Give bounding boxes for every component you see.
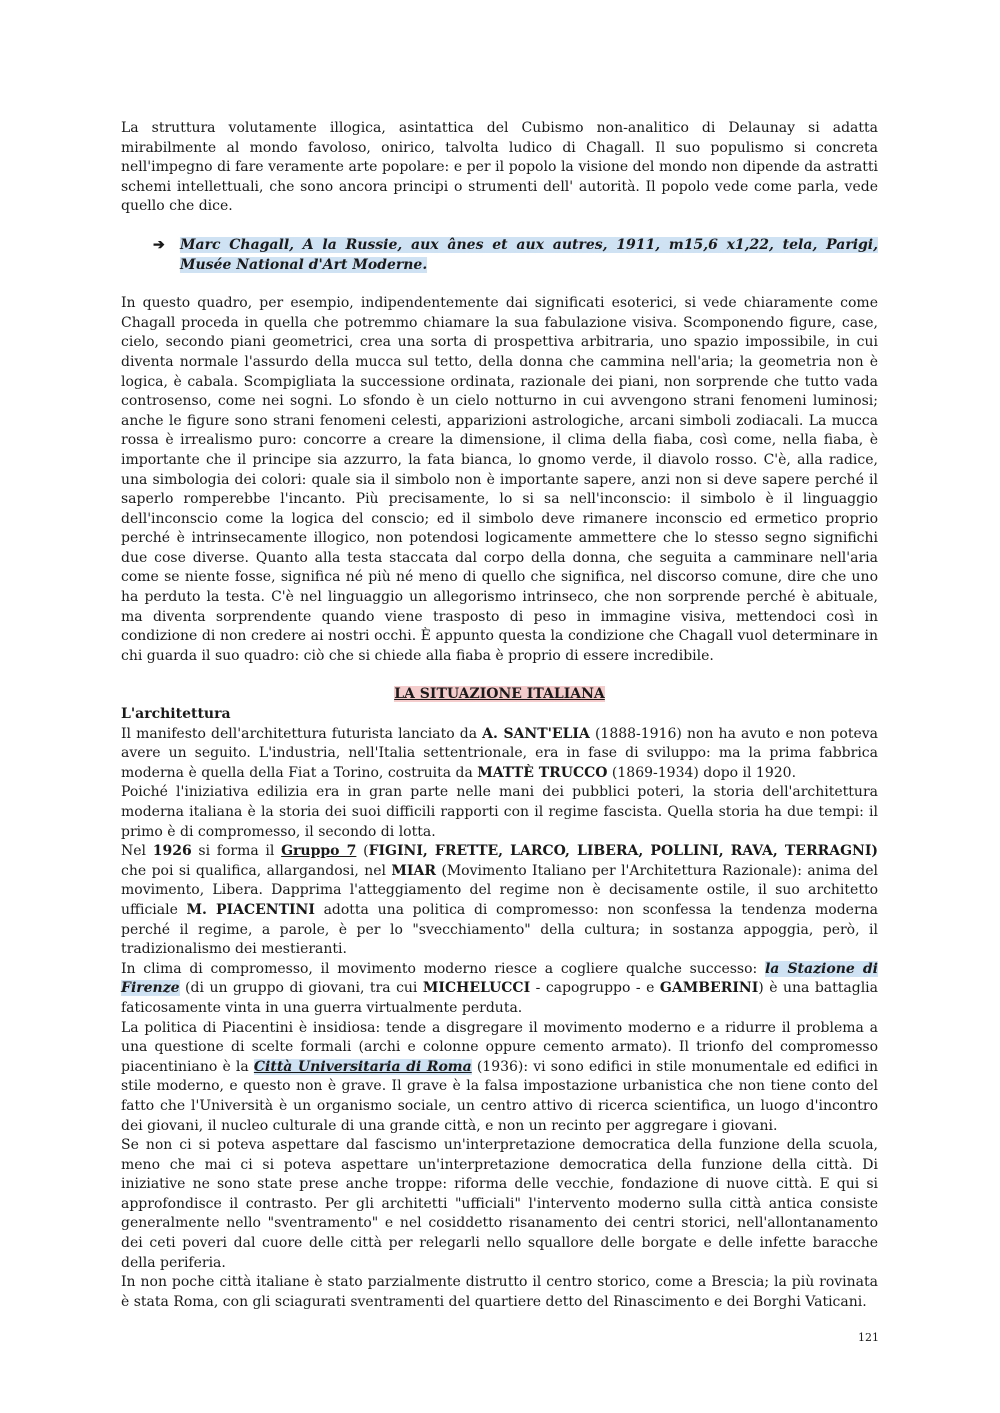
name-michelucci: MICHELUCCI <box>422 980 531 997</box>
paragraph-santelia: Il manifesto dell'architettura futurista lanciato da A. SANT'ELIA (1888-1916) non ha avuto e non poteva avere un seguito. L'industria, nell'Italia settentrionale, era in fase di sviluppo: ma la prima fabbrica moderna è quella della Fiat a Torino, costruita da MATTÈ TRUCCO (1869-1934) dopo il 1920. <box>121 725 878 781</box>
paragraph-regime: Poiché l'iniziativa edilizia era in gran parte nelle mani dei pubblici poteri, la storia dell'architettura moderna italiana è la storia dei suoi difficili rapporti con il regime fascista. Quella storia ha due tempi: il primo è di compromesso, il secondo di lotta. <box>121 784 878 840</box>
page-content <box>121 119 878 1312</box>
arrow-right-icon: ➔ <box>153 236 165 253</box>
architects-list: FIGINI, FRETTE, LARCO, LIBERA, POLLINI, RAVA, TERRAGNI) <box>368 843 879 860</box>
name-miar: MIAR <box>391 862 436 879</box>
paragraph-gruppo7: Nel 1926 si forma il Gruppo 7 (FIGINI, FRETTE, LARCO, LIBERA, POLLINI, RAVA, TERRAGNI) che poi si qualifica, allargandosi, nel MIAR (Movimento Italiano per l'Architettura Razionale): anima del movimento, Libera. Dapprima l'atteggiamento del regime non è decisamente ostile, il suo architetto ufficiale M. PIACENTINI adotta una politica di compromesso: non sconfessa la tendenza moderna perché il regime, a parole, è per lo "svecchiamento" della cultura; in sostanza appoggia, però, il tradizionalismo dei mestieranti. <box>121 843 879 958</box>
stazione-firenze: la Stazione di Firenze <box>121 960 878 997</box>
year-1926: 1926 <box>152 843 192 860</box>
paragraph-roma: In non poche città italiane è stato parzialmente distrutto il centro storico, come a Brescia; la più rovinata è stata Roma, con gli sciagurati sventramenti del quartiere detto del Rinascimento e dei Borghi Vaticani. <box>121 1274 878 1310</box>
intro-paragraph: La struttura volutamente illogica, asintattica del Cubismo non-analitico di Delaunay si adatta mirabilmente al mondo favoloso, onirico, talvolta ludico di Chagall. Il suo populismo si concreta nell'impegno di fare veramente arte popolare: e per il popolo la visione del mondo non dipende da astratti schemi intellettuali, che sono ancora principi o strumenti dell' autorità. Il popolo vede come parla, vede quello che dice. <box>121 120 878 215</box>
analysis-paragraph: In questo quadro, per esempio, indipendentemente dai significati esoterici, si vede chiaramente come Chagall proceda in quella che potremmo chiamare la sua fabulazione visiva. Scomponendo figure, case, cielo, secondo piani geometrici, crea una sorta di prospettiva arbitraria, uno spazio impossibile, in cui diventa normale l'assurdo della mucca sul tetto, della donna che cammina nell'aria; la geometria non è logica, è cabala. Scompigliata la successione ordinata, razionale dei piani, non sorprende che tutto vada controsenso, come nei sogni. Lo sfondo è un cielo notturno in cui avvengono strani fenomeni luminosi; anche le figure sono strani fenomeni celesti, apparizioni astrologiche, arcani simboli zodiacali. La mucca rossa è irrealismo puro: concorre a creare la dimensione, il clima della fiaba, così come, nella fiaba, è importante che il principe sia azzurro, la fata bianca, lo gnomo verde, il diavolo rosso. C'è, alla radice, una simbologia dei colori: quale sia il simbolo non è importante sapere, anzi non si deve sapere perché il saperlo romperebbe l'incanto. Più precisamente, lo si sa nell'inconscio: il simbolo è il linguaggio dell'inconscio come la logica del conscio; ed il simbolo deve rimanere inconscio ed ermetico proprio perché è intrinsecamente illogico, non potendosi logicamente ammettere che lo stesso segno significhi due cose diverse. Quanto alla testa staccata dal corpo della donna, che seguita a camminare nell'aria come se niente fosse, significa né più né meno di quello che significa, nel discorso comune, dire che uno ha perduto la testa. C'è nel linguaggio un allegorismo intrinseco, che non sorprende perché è abituale, ma diventa sorprendente quando viene trasposto di peso in immagine visiva, mettendoci così in condizione di non credere ai nostri occhi. È appunto questa la condizione che Chagall vuol determinare in chi guarda il suo quadro: ciò che si chiede alla fiaba è proprio di essere incredibile. <box>121 295 878 664</box>
name-gamberini: GAMBERINI <box>659 980 759 997</box>
name-trucco: MATTÈ TRUCCO <box>477 764 608 781</box>
subheading: L'architettura <box>121 706 231 723</box>
name-piacentini: M. PIACENTINI <box>186 901 315 918</box>
page-number: 121 <box>858 1331 879 1344</box>
artwork-caption <box>121 236 878 275</box>
paragraph-firenze: In clima di compromesso, il movimento moderno riesce a cogliere qualche successo: la Stazione di Firenze (di un gruppo di giovani, tra cui MICHELUCCI - capogruppo - e GAMBERINI) è una battaglia faticosamente vinta in una guerra virtualmente perduta. <box>121 960 878 1016</box>
caption-text: Marc Chagall, A la Russie, aux ânes et aux autres, 1911, m15,6 x1,22, tela, Parigi, Musée National d'Art Moderne. <box>180 236 878 273</box>
citta-universitaria: Città Universitaria di Roma <box>253 1058 472 1075</box>
name-santelia: A. SANT'ELIA <box>482 725 590 742</box>
paragraph-citta: Se non ci si poteva aspettare dal fascismo un'interpretazione democratica della funzione della scuola, meno che mai ci si poteva aspettare un'interpretazione democratica della funzione della città. Di iniziative ne sono state prese anche troppe: riforma delle vecchie, fondazione di nuove città. E qui si approfondisce il contrasto. Per gli architetti "ufficiali" l'intervento moderno sulla città antica consiste generalmente nello "sventramento" e nel cosiddetto risanamento dei centri storici, nell'allontanamento dei ceti poveri dal cuore delle città per relegarli nello squallore delle borgate e delle infette baracche della periferia. <box>121 1137 878 1271</box>
gruppo7-link: Gruppo 7 <box>281 843 357 860</box>
section-title: LA SITUAZIONE ITALIANA <box>394 686 605 703</box>
paragraph-piacentini: La politica di Piacentini è insidiosa: tende a disgregare il movimento moderno e a ridurre il problema a una questione di scelte formali (archi e colonne oppure cemento armato). Il trionfo del compromesso piacentiniano è la Città Universitaria di Roma (1936): vi sono edifici in stile monumentale ed edifici in stile moderno, e questo non è grave. Il grave è la falsa impostazione urbanistica che non tiene conto del fatto che l'Università è un organismo sociale, un centro attivo di ricerca scientifica, un luogo d'incontro dei giovani, il nucleo culturale di una grande città, e non un recinto per aggregare i giovani. <box>121 1019 878 1134</box>
